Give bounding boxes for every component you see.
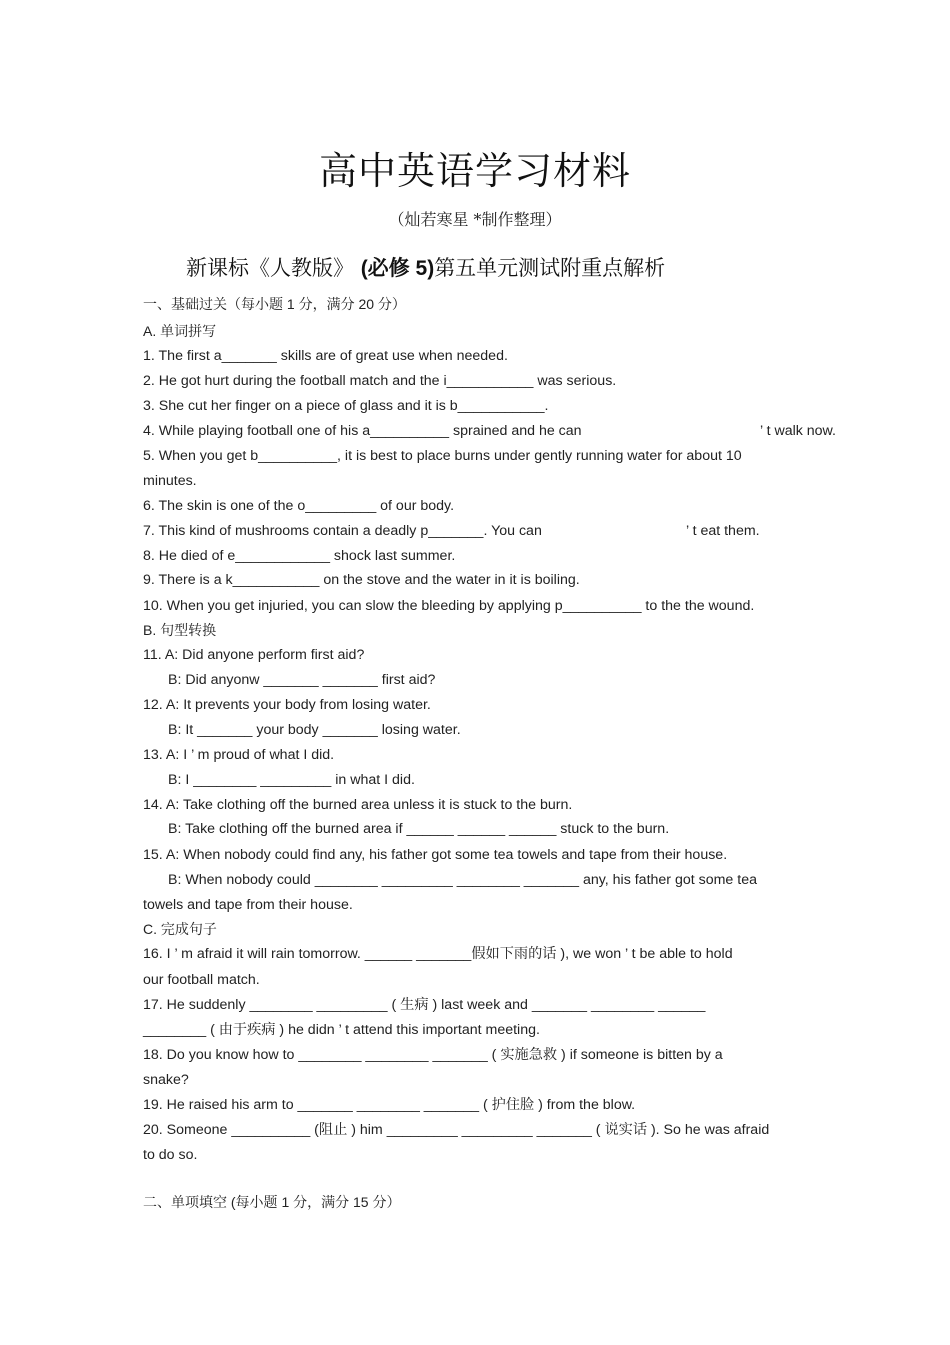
document-subtitle: （灿若寒星 *制作整理） [388,210,562,229]
question-11-a: 11. A: Did anyone perform first aid? [143,647,365,663]
question-19: 19. He raised his arm to _______ ________ _______ ( 护住脸 ) from the blow. [143,1097,636,1113]
question-13-b: B: I ________ _________ in what I did. [168,772,415,788]
section-1-title: 一、基础过关（每小题 1 分，满分 20 分） [143,296,406,312]
question-16-cont: our football match. [143,972,260,988]
document-title: 高中英语学习材料 [318,149,631,193]
question-3: 3. She cut her finger on a piece of glass and it is b___________. [143,398,549,414]
question-13-a: 13. A: I ’ m proud of what I did. [143,747,335,763]
question-8: 8. He died of e____________ shock last summer. [143,548,456,564]
question-14-a: 14. A: Take clothing off the burned area unless it is stuck to the burn. [143,797,573,813]
question-4-tail: ’ t walk now. [760,423,836,439]
question-12-a: 12. A: It prevents your body from losing water. [143,697,431,713]
heading-suffix: 第五单元测试附重点解析 [434,256,666,280]
part-a-title: A. 单词拼写 [143,323,217,339]
question-7-tail: ’ t eat them. [686,523,760,539]
question-16: 16. I ’ m afraid it will rain tomorrow. ______ _______假如下雨的话 ), we won ’ t be able to hold [143,946,733,962]
part-c-title: C. 完成句子 [143,921,217,937]
question-12-b: B: It _______ your body _______ losing water. [168,722,461,738]
question-15-b: B: When nobody could ________ _________ ________ _______ any, his father got some tea [168,872,757,888]
question-1: 1. The first a_______ skills are of great use when needed. [143,348,508,364]
question-5-cont: minutes. [143,473,197,489]
question-11-b: B: Did anyonw _______ _______ first aid? [168,672,436,688]
question-18-cont: snake? [143,1072,189,1088]
question-10: 10. When you get injuried, you can slow the bleeding by applying p__________ to the the wound. [143,598,755,614]
question-5: 5. When you get b__________, it is best to place burns under gently running water for about 10 [143,448,742,464]
question-20: 20. Someone __________ (阻止 ) him _________ _________ _______ ( 说实话 ). So he was afraid [143,1122,770,1138]
question-6: 6. The skin is one of the o_________ of our body. [143,498,455,514]
question-18: 18. Do you know how to ________ ________ _______ ( 实施急救 ) if someone is bitten by a [143,1047,723,1063]
question-15-a: 15. A: When nobody could find any, his father got some tea towels and tape from their house. [143,847,728,863]
question-4: 4. While playing football one of his a__________ sprained and he can [143,423,582,439]
question-15-c: towels and tape from their house. [143,897,353,913]
question-17-cont: ________ ( 由于疾病 ) he didn ’ t attend this important meeting. [143,1022,540,1038]
test-heading [186,252,665,282]
part-b-title: B. 句型转换 [143,622,217,638]
section-2-title: 二、单项填空 (每小题 1 分，满分 15 分） [143,1194,401,1210]
question-2: 2. He got hurt during the football match and the i___________ was serious. [143,373,617,389]
question-20-cont: to do so. [143,1147,198,1163]
heading-bold: (必修 5) [360,257,435,280]
question-7: 7. This kind of mushrooms contain a deadly p_______. You can [143,523,542,539]
question-14-b: B: Take clothing off the burned area if ______ ______ ______ stuck to the burn. [168,821,670,837]
heading-prefix: 新课标《人教版》 [186,256,354,280]
question-17: 17. He suddenly ________ _________ ( 生病 ) last week and _______ ________ ______ [143,997,706,1013]
question-9: 9. There is a k___________ on the stove and the water in it is boiling. [143,572,580,588]
